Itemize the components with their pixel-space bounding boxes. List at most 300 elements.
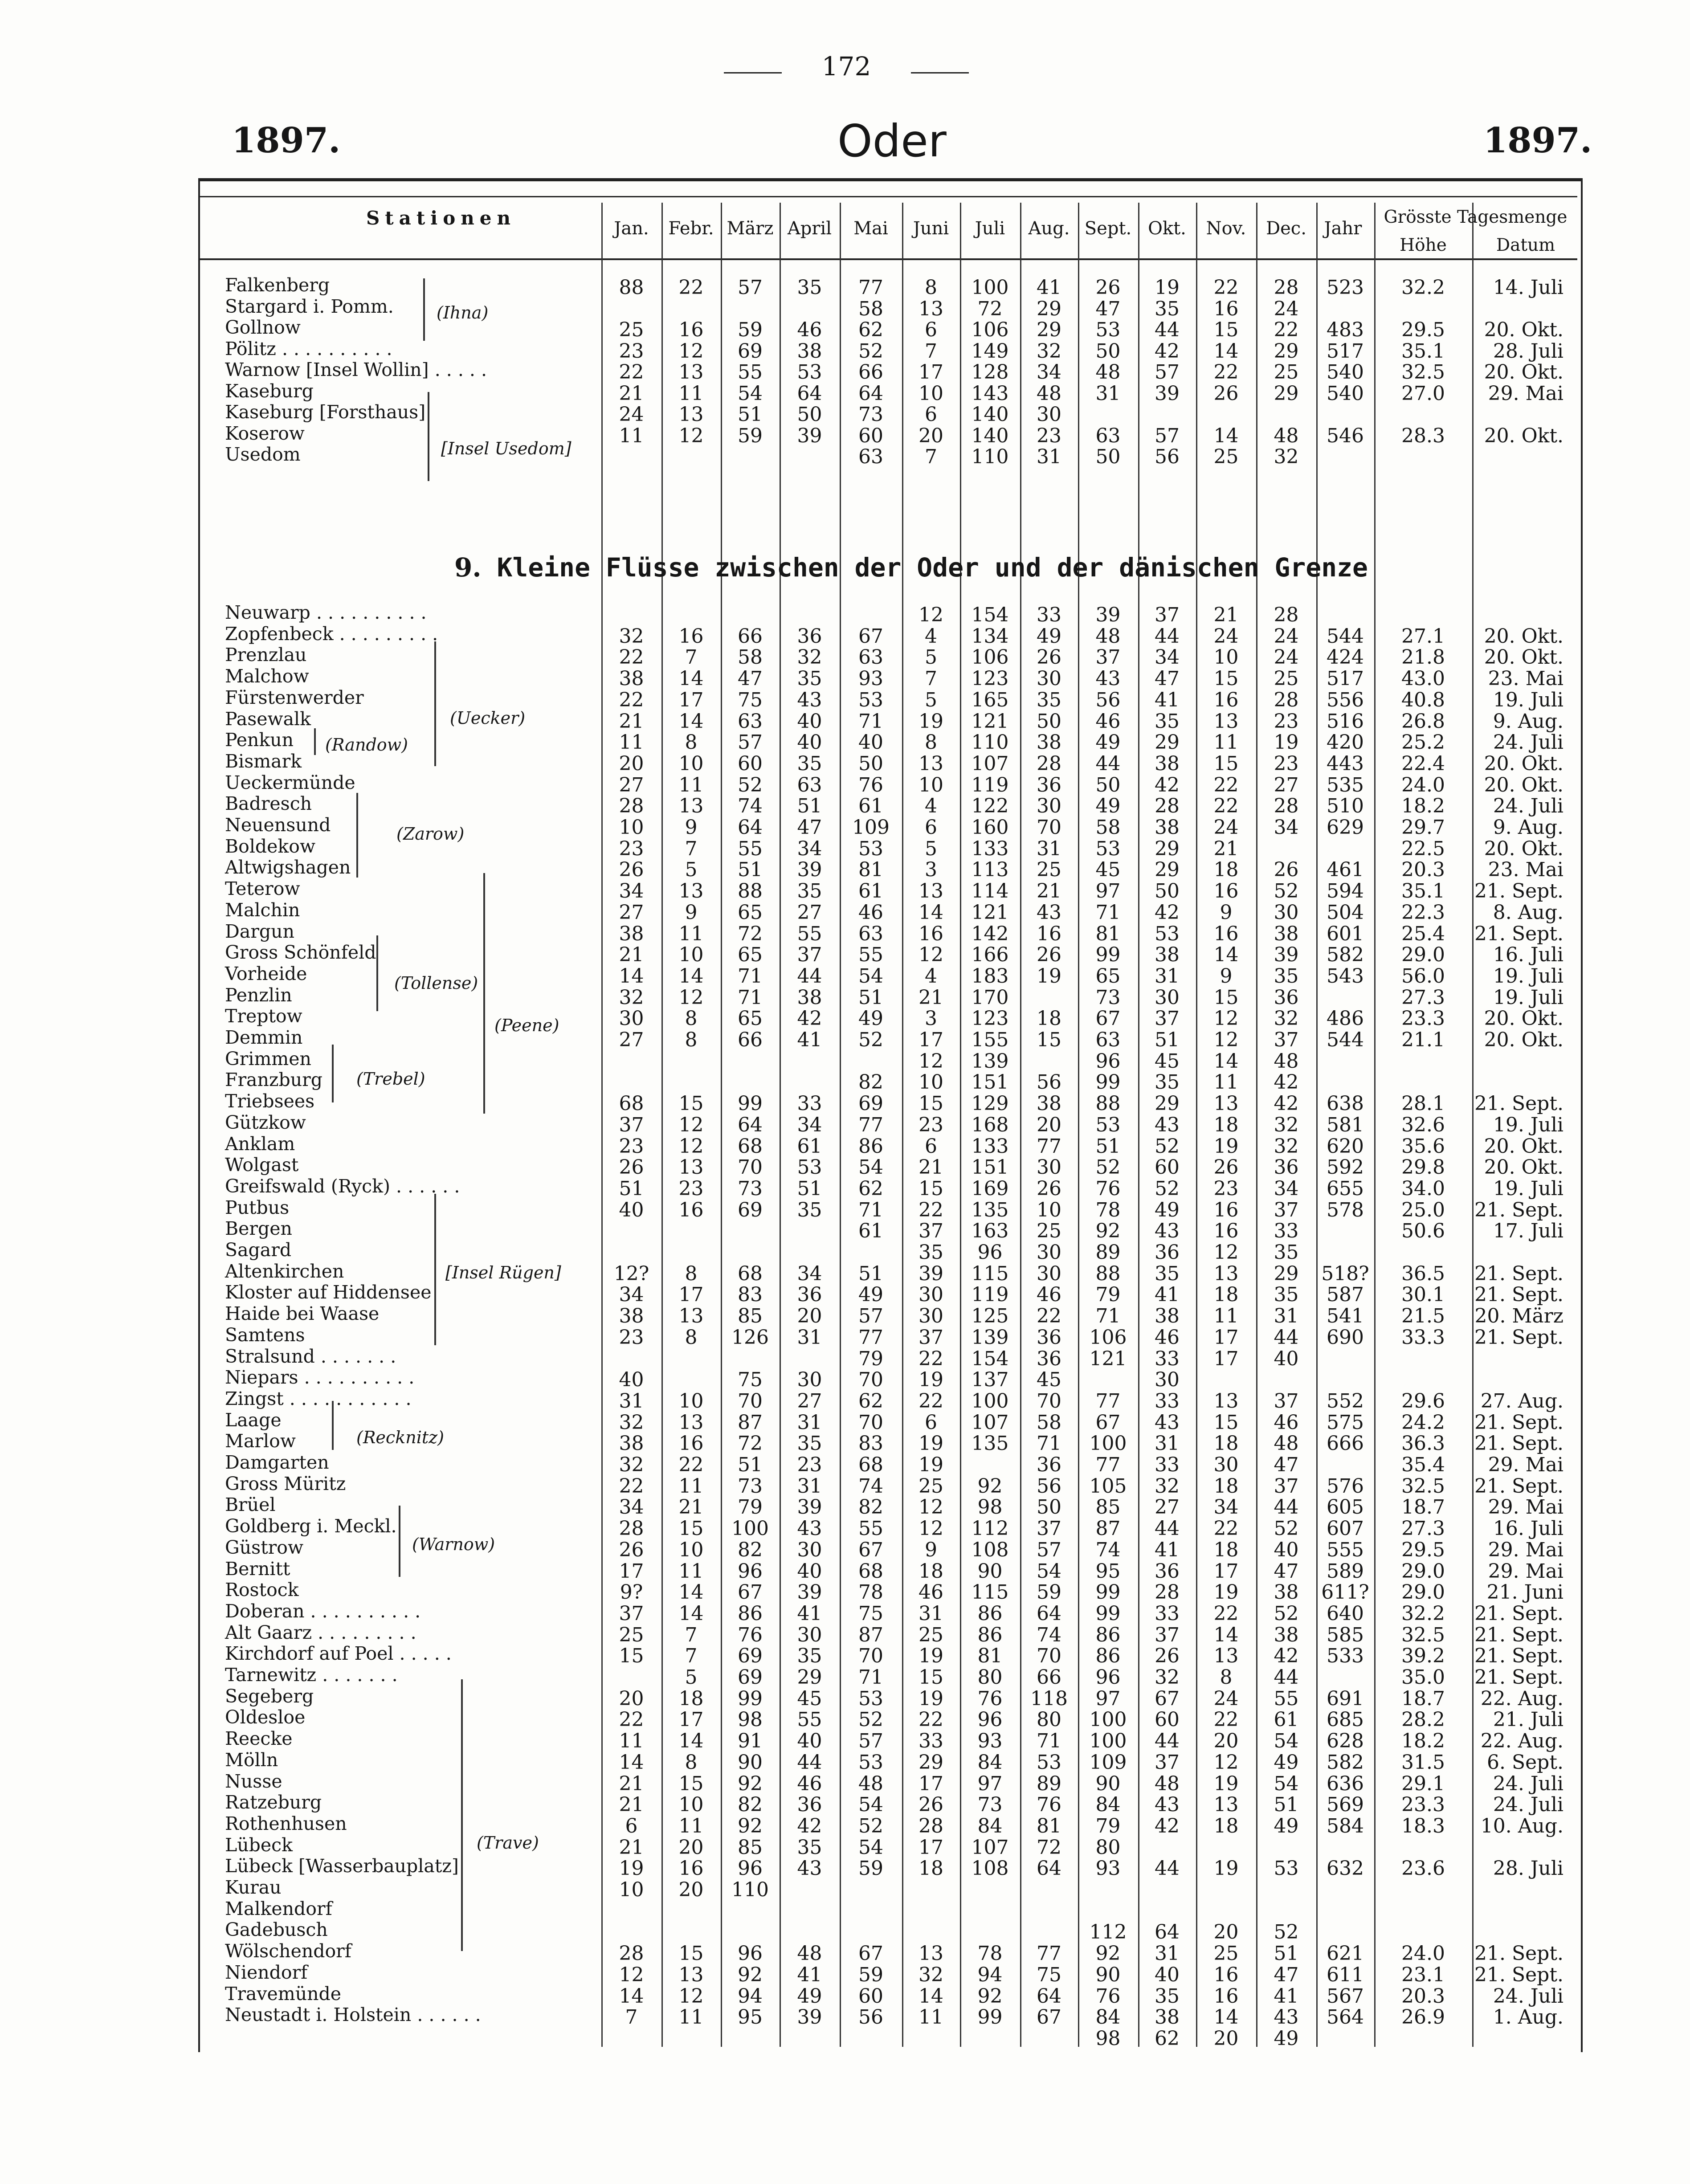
table-cell: 66 [738, 1029, 763, 1051]
table-cell: 13 [1213, 1092, 1239, 1115]
table-cell: 13 [1213, 1793, 1239, 1817]
station-name: Malchin [225, 899, 300, 921]
table-cell: 140 [971, 424, 1009, 447]
table-cell: 585 [1327, 1623, 1364, 1646]
table-cell: 8 [685, 1262, 698, 1285]
table-cell: 21. Sept. [1474, 880, 1563, 903]
table-cell: 30 [1155, 986, 1180, 1009]
table-cell: 160 [971, 816, 1009, 839]
table-cell: 27 [797, 1389, 822, 1412]
table-cell: 11 [619, 731, 644, 754]
table-cell: 42 [1274, 1071, 1299, 1094]
table-cell: 66 [1037, 1666, 1061, 1689]
table-cell: 41 [797, 1602, 822, 1625]
table-cell: 37 [1274, 1198, 1299, 1221]
table-cell: 38 [619, 667, 644, 690]
table-cell: 76 [858, 773, 883, 796]
table-cell: 31 [918, 1602, 943, 1625]
table-cell: 35 [1155, 1984, 1180, 2008]
table-cell: 6 [925, 816, 937, 839]
station-name: Dargun [225, 920, 294, 942]
table-cell: 23 [619, 1135, 644, 1158]
table-cell: 20. Okt. [1484, 773, 1563, 796]
table-cell: 36 [797, 1793, 822, 1817]
table-cell: 19 [918, 1453, 943, 1476]
table-cell: 18 [1213, 1432, 1239, 1455]
table-cell: 80 [1095, 1836, 1121, 1859]
station-name: Niendorf [225, 1961, 308, 1983]
table-cell: 30 [1274, 901, 1299, 924]
table-cell: 77 [1095, 1453, 1121, 1476]
table-cell: 46 [797, 1772, 822, 1795]
station-name: Altwigshagen [225, 857, 351, 878]
table-cell: 106 [971, 318, 1009, 341]
station-name: Neustadt i. Holstein . . . . . . [225, 2004, 481, 2026]
table-cell: 31 [1037, 445, 1061, 468]
table-cell: 24 [1213, 816, 1239, 839]
table-cell: 12? [613, 1262, 649, 1285]
table-cell: 31 [1155, 1432, 1180, 1455]
table-cell: 54 [858, 964, 883, 988]
table-cell: 19 [918, 1687, 943, 1710]
table-cell: 22 [918, 1708, 943, 1731]
table-cell: 34 [797, 1113, 822, 1136]
header-year: Jahr [1324, 218, 1362, 239]
table-cell: 32 [619, 625, 644, 648]
table-cell: 23.6 [1401, 1857, 1445, 1880]
table-cell: 10 [678, 1793, 704, 1817]
table-cell: 51 [858, 1262, 883, 1285]
table-cell: 523 [1327, 276, 1364, 299]
table-cell: 59 [738, 424, 763, 447]
station-name: Boldekow [225, 835, 316, 857]
table-cell: 84 [1095, 2006, 1121, 2029]
table-cell: 53 [797, 1156, 822, 1179]
group-label-zarow: (Zarow) [396, 824, 465, 844]
table-cell: 21. Sept. [1474, 1283, 1563, 1306]
table-cell: 99 [1095, 1071, 1121, 1094]
table-cell: 543 [1327, 964, 1364, 988]
table-cell: 541 [1327, 1305, 1364, 1328]
station-name: Lübeck [225, 1834, 293, 1856]
table-cell: 100 [971, 1389, 1009, 1412]
table-cell: 37 [619, 1602, 644, 1625]
table-cell: 46 [1095, 710, 1121, 733]
page-title: Oder [837, 115, 947, 167]
table-cell: 52 [1155, 1177, 1180, 1200]
table-cell: 129 [971, 1092, 1009, 1115]
table-cell: 19 [1213, 1772, 1239, 1795]
table-cell: 29.0 [1401, 943, 1445, 967]
table-cell: 18 [1213, 1474, 1239, 1498]
month-header: Jan. [614, 218, 649, 239]
bracket-line [332, 1401, 334, 1450]
table-cell: 43 [797, 1517, 822, 1540]
table-cell: 5 [925, 837, 937, 860]
table-cell: 12 [918, 604, 943, 626]
table-cell: 18 [1037, 1007, 1061, 1030]
table-cell: 555 [1327, 1538, 1364, 1561]
table-cell: 44 [1274, 1666, 1299, 1689]
table-cell: 10 [918, 1071, 943, 1094]
station-name: Güstrow [225, 1536, 304, 1558]
table-cell: 8 [685, 731, 698, 754]
table-cell: 45 [797, 1687, 822, 1710]
table-cell: 21 [1213, 604, 1239, 626]
table-cell: 35 [797, 667, 822, 690]
table-cell: 40 [797, 1730, 822, 1753]
table-cell: 21. Sept. [1474, 1411, 1563, 1434]
table-cell: 26.8 [1401, 710, 1445, 733]
table-cell: 19 [1155, 276, 1180, 299]
table-cell: 587 [1327, 1283, 1364, 1306]
table-cell: 49 [1274, 2027, 1299, 2050]
table-cell: 685 [1327, 1708, 1364, 1731]
table-cell: 35 [797, 880, 822, 903]
table-cell: 11 [918, 2006, 943, 2029]
table-cell: 37 [1155, 604, 1180, 626]
station-name: Samtens [225, 1324, 305, 1346]
station-name: Brüel [225, 1494, 276, 1516]
table-cell: 40 [858, 731, 883, 754]
table-cell: 31 [619, 1389, 644, 1412]
table-cell: 23 [1213, 1177, 1239, 1200]
table-cell: 61 [797, 1135, 822, 1158]
table-cell: 126 [731, 1326, 769, 1349]
table-cell: 32.6 [1401, 1113, 1445, 1136]
table-cell: 22 [619, 646, 644, 669]
table-cell: 55 [858, 943, 883, 967]
table-cell: 59 [858, 1857, 883, 1880]
table-cell: 112 [971, 1517, 1009, 1540]
table-cell: 63 [738, 710, 763, 733]
table-cell: 40 [1274, 1538, 1299, 1561]
table-cell: 12 [678, 339, 704, 363]
station-name: Gadebusch [225, 1919, 328, 1941]
table-cell: 576 [1327, 1474, 1364, 1498]
table-cell: 37 [1274, 1474, 1299, 1498]
table-cell: 28 [1274, 688, 1299, 711]
table-cell: 22.5 [1401, 837, 1445, 860]
table-cell: 73 [738, 1474, 763, 1498]
station-name: Badresch [225, 793, 312, 815]
table-cell: 54 [858, 1836, 883, 1859]
table-cell: 25 [1213, 1942, 1239, 1965]
table-cell: 36 [1037, 1326, 1061, 1349]
table-cell: 578 [1327, 1198, 1364, 1221]
table-cell: 31 [1155, 964, 1180, 988]
table-cell: 14 [918, 901, 943, 924]
table-cell: 11 [1213, 1305, 1239, 1328]
table-cell: 15 [678, 1942, 704, 1965]
table-cell: 53 [1037, 1751, 1061, 1774]
table-cell: 74 [738, 795, 763, 818]
table-cell: 92 [977, 1984, 1003, 2008]
table-cell: 32 [1037, 339, 1061, 363]
table-cell: 22 [1213, 361, 1239, 384]
table-cell: 11 [678, 773, 704, 796]
table-cell: 51 [1274, 1942, 1299, 1965]
table-cell: 611 [1327, 1963, 1364, 1986]
table-cell: 85 [1095, 1496, 1121, 1519]
station-name: Nusse [225, 1770, 282, 1792]
table-cell: 582 [1327, 1751, 1364, 1774]
table-cell: 70 [738, 1156, 763, 1179]
table-cell: 86 [858, 1135, 883, 1158]
table-cell: 17 [1213, 1326, 1239, 1349]
table-cell: 30.1 [1401, 1283, 1445, 1306]
bracket-line [423, 278, 425, 341]
table-cell: 516 [1327, 710, 1364, 733]
table-cell: 71 [738, 964, 763, 988]
table-cell: 28 [1274, 604, 1299, 626]
station-name: Gross Müritz [225, 1473, 346, 1494]
table-cell: 70 [1037, 1389, 1061, 1412]
table-cell: 21 [678, 1496, 704, 1519]
table-cell: 35 [797, 1432, 822, 1455]
table-cell: 115 [971, 1581, 1009, 1604]
table-cell: 118 [1030, 1687, 1068, 1710]
table-cell: 79 [738, 1496, 763, 1519]
table-cell: 43 [1095, 667, 1121, 690]
table-cell: 29 [1274, 382, 1299, 405]
table-cell: 32 [1274, 1113, 1299, 1136]
table-cell: 9 [1220, 901, 1233, 924]
table-cell: 13 [678, 1305, 704, 1328]
table-cell: 30 [1037, 403, 1061, 426]
table-cell: 17 [678, 688, 704, 711]
table-cell: 59 [1037, 1581, 1061, 1604]
table-cell: 89 [1095, 1241, 1121, 1264]
table-cell: 87 [858, 1623, 883, 1646]
group-label-ihna: (Ihna) [437, 303, 489, 322]
table-cell: 23. Mai [1488, 858, 1563, 882]
table-cell: 94 [738, 1984, 763, 2008]
table-cell: 98 [738, 1708, 763, 1731]
table-cell: 12 [678, 424, 704, 447]
table-cell: 54 [858, 1156, 883, 1179]
table-cell: 47 [1155, 667, 1180, 690]
table-cell: 13 [1213, 1262, 1239, 1285]
station-name: Travemünde [225, 1983, 342, 2004]
table-cell: 51 [797, 795, 822, 818]
table-cell: 564 [1327, 2006, 1364, 2029]
table-cell: 76 [738, 1623, 763, 1646]
bracket-line [428, 392, 429, 481]
table-cell: 483 [1327, 318, 1364, 341]
table-cell: 96 [977, 1241, 1003, 1264]
month-header: Juni [913, 218, 949, 239]
table-cell: 69 [738, 339, 763, 363]
table-cell: 22 [1037, 1305, 1061, 1328]
table-cell: 28 [1274, 276, 1299, 299]
table-cell: 34 [797, 837, 822, 860]
table-cell: 32.2 [1401, 1602, 1445, 1625]
table-cell: 25.2 [1401, 731, 1445, 754]
table-cell: 82 [738, 1538, 763, 1561]
table-cell: 139 [971, 1326, 1009, 1349]
table-cell: 24 [1274, 646, 1299, 669]
table-cell: 18 [1213, 1283, 1239, 1306]
table-cell: 36 [1037, 1453, 1061, 1476]
table-cell: 54 [1274, 1730, 1299, 1753]
table-cell: 39 [918, 1262, 943, 1285]
table-cell: 112 [1089, 1921, 1127, 1944]
table-cell: 29 [1155, 1092, 1180, 1115]
table-cell: 35 [1155, 297, 1180, 320]
table-cell: 32 [797, 646, 822, 669]
table-cell: 135 [971, 1432, 1009, 1455]
table-cell: 22 [1213, 1708, 1239, 1731]
table-cell: 11 [1213, 731, 1239, 754]
table-cell: 15 [918, 1092, 943, 1115]
table-cell: 47 [1274, 1453, 1299, 1476]
table-cell: 151 [971, 1071, 1009, 1094]
table-cell: 137 [971, 1368, 1009, 1392]
station-name: Niepars . . . . . . . . . . [225, 1367, 415, 1388]
table-cell: 20. Okt. [1484, 646, 1563, 669]
table-cell: 30 [619, 1007, 644, 1030]
table-cell: 52 [1274, 880, 1299, 903]
table-cell: 23 [1274, 752, 1299, 775]
table-cell: 605 [1327, 1496, 1364, 1519]
table-cell: 77 [858, 1113, 883, 1136]
table-cell: 21 [619, 943, 644, 967]
table-cell: 100 [1089, 1730, 1127, 1753]
table-cell: 14 [918, 1984, 943, 2008]
table-cell: 26 [1037, 646, 1061, 669]
table-cell: 10 [678, 752, 704, 775]
table-cell: 32.5 [1401, 361, 1445, 384]
station-name: Stargard i. Pomm. [225, 295, 394, 317]
table-cell: 70 [1037, 1645, 1061, 1668]
table-cell: 21. Sept. [1474, 1602, 1563, 1625]
table-cell: 113 [971, 858, 1009, 882]
table-cell: 36 [1155, 1559, 1180, 1583]
station-name: Ratzeburg [225, 1792, 322, 1813]
table-cell: 43 [1037, 901, 1061, 924]
table-cell: 29.0 [1401, 1581, 1445, 1604]
table-cell: 45 [1095, 858, 1121, 882]
group-label-trave: (Trave) [477, 1833, 539, 1853]
station-name: Wölschendorf [225, 1940, 351, 1962]
table-cell: 70 [738, 1389, 763, 1412]
table-cell: 20 [918, 424, 943, 447]
table-cell: 78 [977, 1942, 1003, 1965]
table-cell: 29 [1155, 731, 1180, 754]
table-cell: 43 [797, 688, 822, 711]
table-cell: 52 [858, 339, 883, 363]
table-cell: 49 [1274, 1751, 1299, 1774]
table-cell: 16 [918, 922, 943, 945]
table-cell: 48 [1037, 382, 1061, 405]
table-cell: 65 [738, 943, 763, 967]
table-cell: 44 [797, 1751, 822, 1774]
bracket-line [376, 935, 378, 1011]
table-cell: 13 [1213, 1389, 1239, 1412]
table-cell: 29.1 [1401, 1772, 1445, 1795]
table-cell: 20. Okt. [1484, 1156, 1563, 1179]
table-cell: 37 [918, 1220, 943, 1243]
table-cell: 87 [738, 1411, 763, 1434]
table-cell: 67 [738, 1581, 763, 1604]
table-cell: 45 [1037, 1368, 1061, 1392]
table-cell: 100 [731, 1517, 769, 1540]
table-cell: 12 [918, 943, 943, 967]
table-cell: 94 [977, 1963, 1003, 1986]
table-cell: 16 [1213, 688, 1239, 711]
table-cell: 20 [1037, 1113, 1061, 1136]
table-cell: 108 [971, 1538, 1009, 1561]
table-cell: 110 [971, 445, 1009, 468]
table-cell: 552 [1327, 1389, 1364, 1412]
table-cell: 77 [1037, 1135, 1061, 1158]
table-cell: 81 [1037, 1814, 1061, 1837]
table-cell: 100 [971, 276, 1009, 299]
table-cell: 8 [685, 1751, 698, 1774]
table-cell: 52 [858, 1708, 883, 1731]
table-cell: 23 [678, 1177, 704, 1200]
bracket-line [314, 728, 316, 755]
table-cell: 98 [977, 1496, 1003, 1519]
table-cell: 17 [678, 1708, 704, 1731]
table-cell: 46 [1037, 1283, 1061, 1306]
table-cell: 33 [797, 1092, 822, 1115]
table-cell: 640 [1327, 1602, 1364, 1625]
table-cell: 42 [797, 1814, 822, 1837]
table-cell: 54 [858, 1793, 883, 1817]
table-cell: 82 [858, 1071, 883, 1094]
table-cell: 49 [1274, 1814, 1299, 1837]
table-cell: 12 [918, 1517, 943, 1540]
station-name: Treptow [225, 1005, 302, 1027]
table-cell: 443 [1327, 752, 1364, 775]
table-cell: 21. Sept. [1474, 1432, 1563, 1455]
table-cell: 28 [619, 1942, 644, 1965]
table-cell: 151 [971, 1156, 1009, 1179]
table-cell: 47 [738, 667, 763, 690]
table-cell: 92 [1095, 1220, 1121, 1243]
table-cell: 13 [678, 1411, 704, 1434]
table-cell: 100 [1089, 1432, 1127, 1455]
table-cell: 149 [971, 339, 1009, 363]
table-cell: 28.3 [1401, 424, 1445, 447]
group-label-recknitz: (Recknitz) [356, 1428, 444, 1447]
table-cell: 32 [1274, 1007, 1299, 1030]
table-cell: 66 [858, 361, 883, 384]
table-cell: 15 [678, 1517, 704, 1540]
table-cell: 71 [1037, 1432, 1061, 1455]
table-cell: 29. Mai [1488, 1538, 1563, 1561]
table-cell: 50 [1155, 880, 1180, 903]
table-cell: 20 [1213, 1921, 1239, 1944]
table-cell: 69 [858, 1092, 883, 1115]
table-cell: 546 [1327, 424, 1364, 447]
table-cell: 28 [619, 1517, 644, 1540]
table-cell: 544 [1327, 625, 1364, 648]
table-cell: 33 [1155, 1389, 1180, 1412]
table-cell: 556 [1327, 688, 1364, 711]
table-cell: 99 [738, 1092, 763, 1115]
table-cell: 52 [1155, 1135, 1180, 1158]
table-cell: 48 [1095, 361, 1121, 384]
table-cell: 10 [918, 382, 943, 405]
table-cell: 44 [1155, 625, 1180, 648]
table-cell: 32.5 [1401, 1623, 1445, 1646]
table-cell: 12 [1213, 1029, 1239, 1051]
table-cell: 35 [797, 1836, 822, 1859]
table-cell: 24 [619, 403, 644, 426]
